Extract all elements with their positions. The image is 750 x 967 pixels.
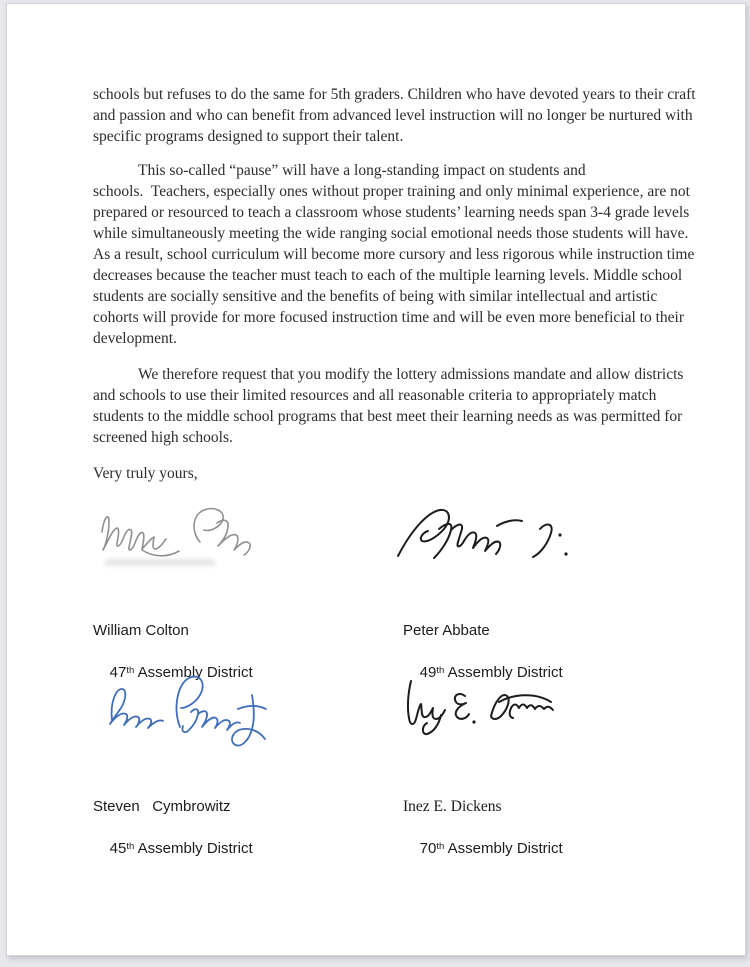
signature-peter-abbate [394, 502, 572, 566]
signatory-name: Steven Cymbrowitz [93, 798, 231, 815]
signatory-name: William Colton [93, 622, 189, 639]
letter-line: This so-called “pause” will have a long-standing impact on students and [138, 162, 586, 179]
letter-page [6, 3, 746, 956]
signatory-district: 47th Assembly District [109, 664, 253, 681]
signatory-name: Inez E. Dickens [403, 798, 502, 815]
letter-line: students to the middle school programs that best meet their learning needs as was permitted for [93, 408, 683, 425]
signature-william-colton [96, 501, 256, 565]
letter-line: We therefore request that you modify the lottery admissions mandate and allow districts [138, 366, 684, 383]
closing [93, 463, 683, 484]
signatory-label [403, 754, 563, 880]
letter-line: specific programs designed to support their talent. [93, 128, 404, 145]
signature-inez-dickens [401, 675, 565, 741]
letter-line: prepared or resourced to teach a classroom whose students’ learning needs span 3-4 grade levels [93, 204, 690, 221]
letter-line: students are socially sensitive and the benefits of being with similar intellectual and artistic [93, 288, 658, 305]
signature-steven-cymbrowitz [102, 667, 302, 759]
signatory-district: 49th Assembly District [419, 664, 563, 681]
letter-line: while simultaneously meeting the wide ranging social emotional needs those students will have. [93, 225, 689, 242]
letter-line: As a result, school curriculum will become more cursory and less rigorous while instruction time [93, 246, 695, 263]
closing-line: Very truly yours, [93, 465, 198, 482]
paragraph [93, 84, 696, 147]
letter-line: cohorts will provide for more focused instruction time and will be even more beneficial to their [93, 309, 684, 326]
signatory-district: 70th Assembly District [419, 840, 563, 857]
letter-line: and schools to use their limited resources and all reasonable criteria to appropriately match [93, 387, 657, 404]
signatory-name: Peter Abbate [403, 622, 490, 639]
letter-line: and passion and who can benefit from advanced level instruction will no longer be nurtured with [93, 107, 693, 124]
signatory-district: 45th Assembly District [109, 840, 253, 857]
letter-line: decreases because the teacher must teach to each of the multiple learning levels. Middle school [93, 267, 683, 284]
paragraph [93, 160, 695, 349]
signatory-label [93, 754, 253, 880]
letter-line: development. [93, 330, 177, 347]
letter-line: screened high schools. [93, 429, 233, 446]
letter-line: schools. Teachers, especially ones without proper training and only minimal experience, are not [93, 183, 690, 200]
letter-line: schools but refuses to do the same for 5th graders. Children who have devoted years to their craft [93, 86, 696, 103]
letter-body [93, 84, 696, 484]
paragraph [93, 364, 683, 448]
